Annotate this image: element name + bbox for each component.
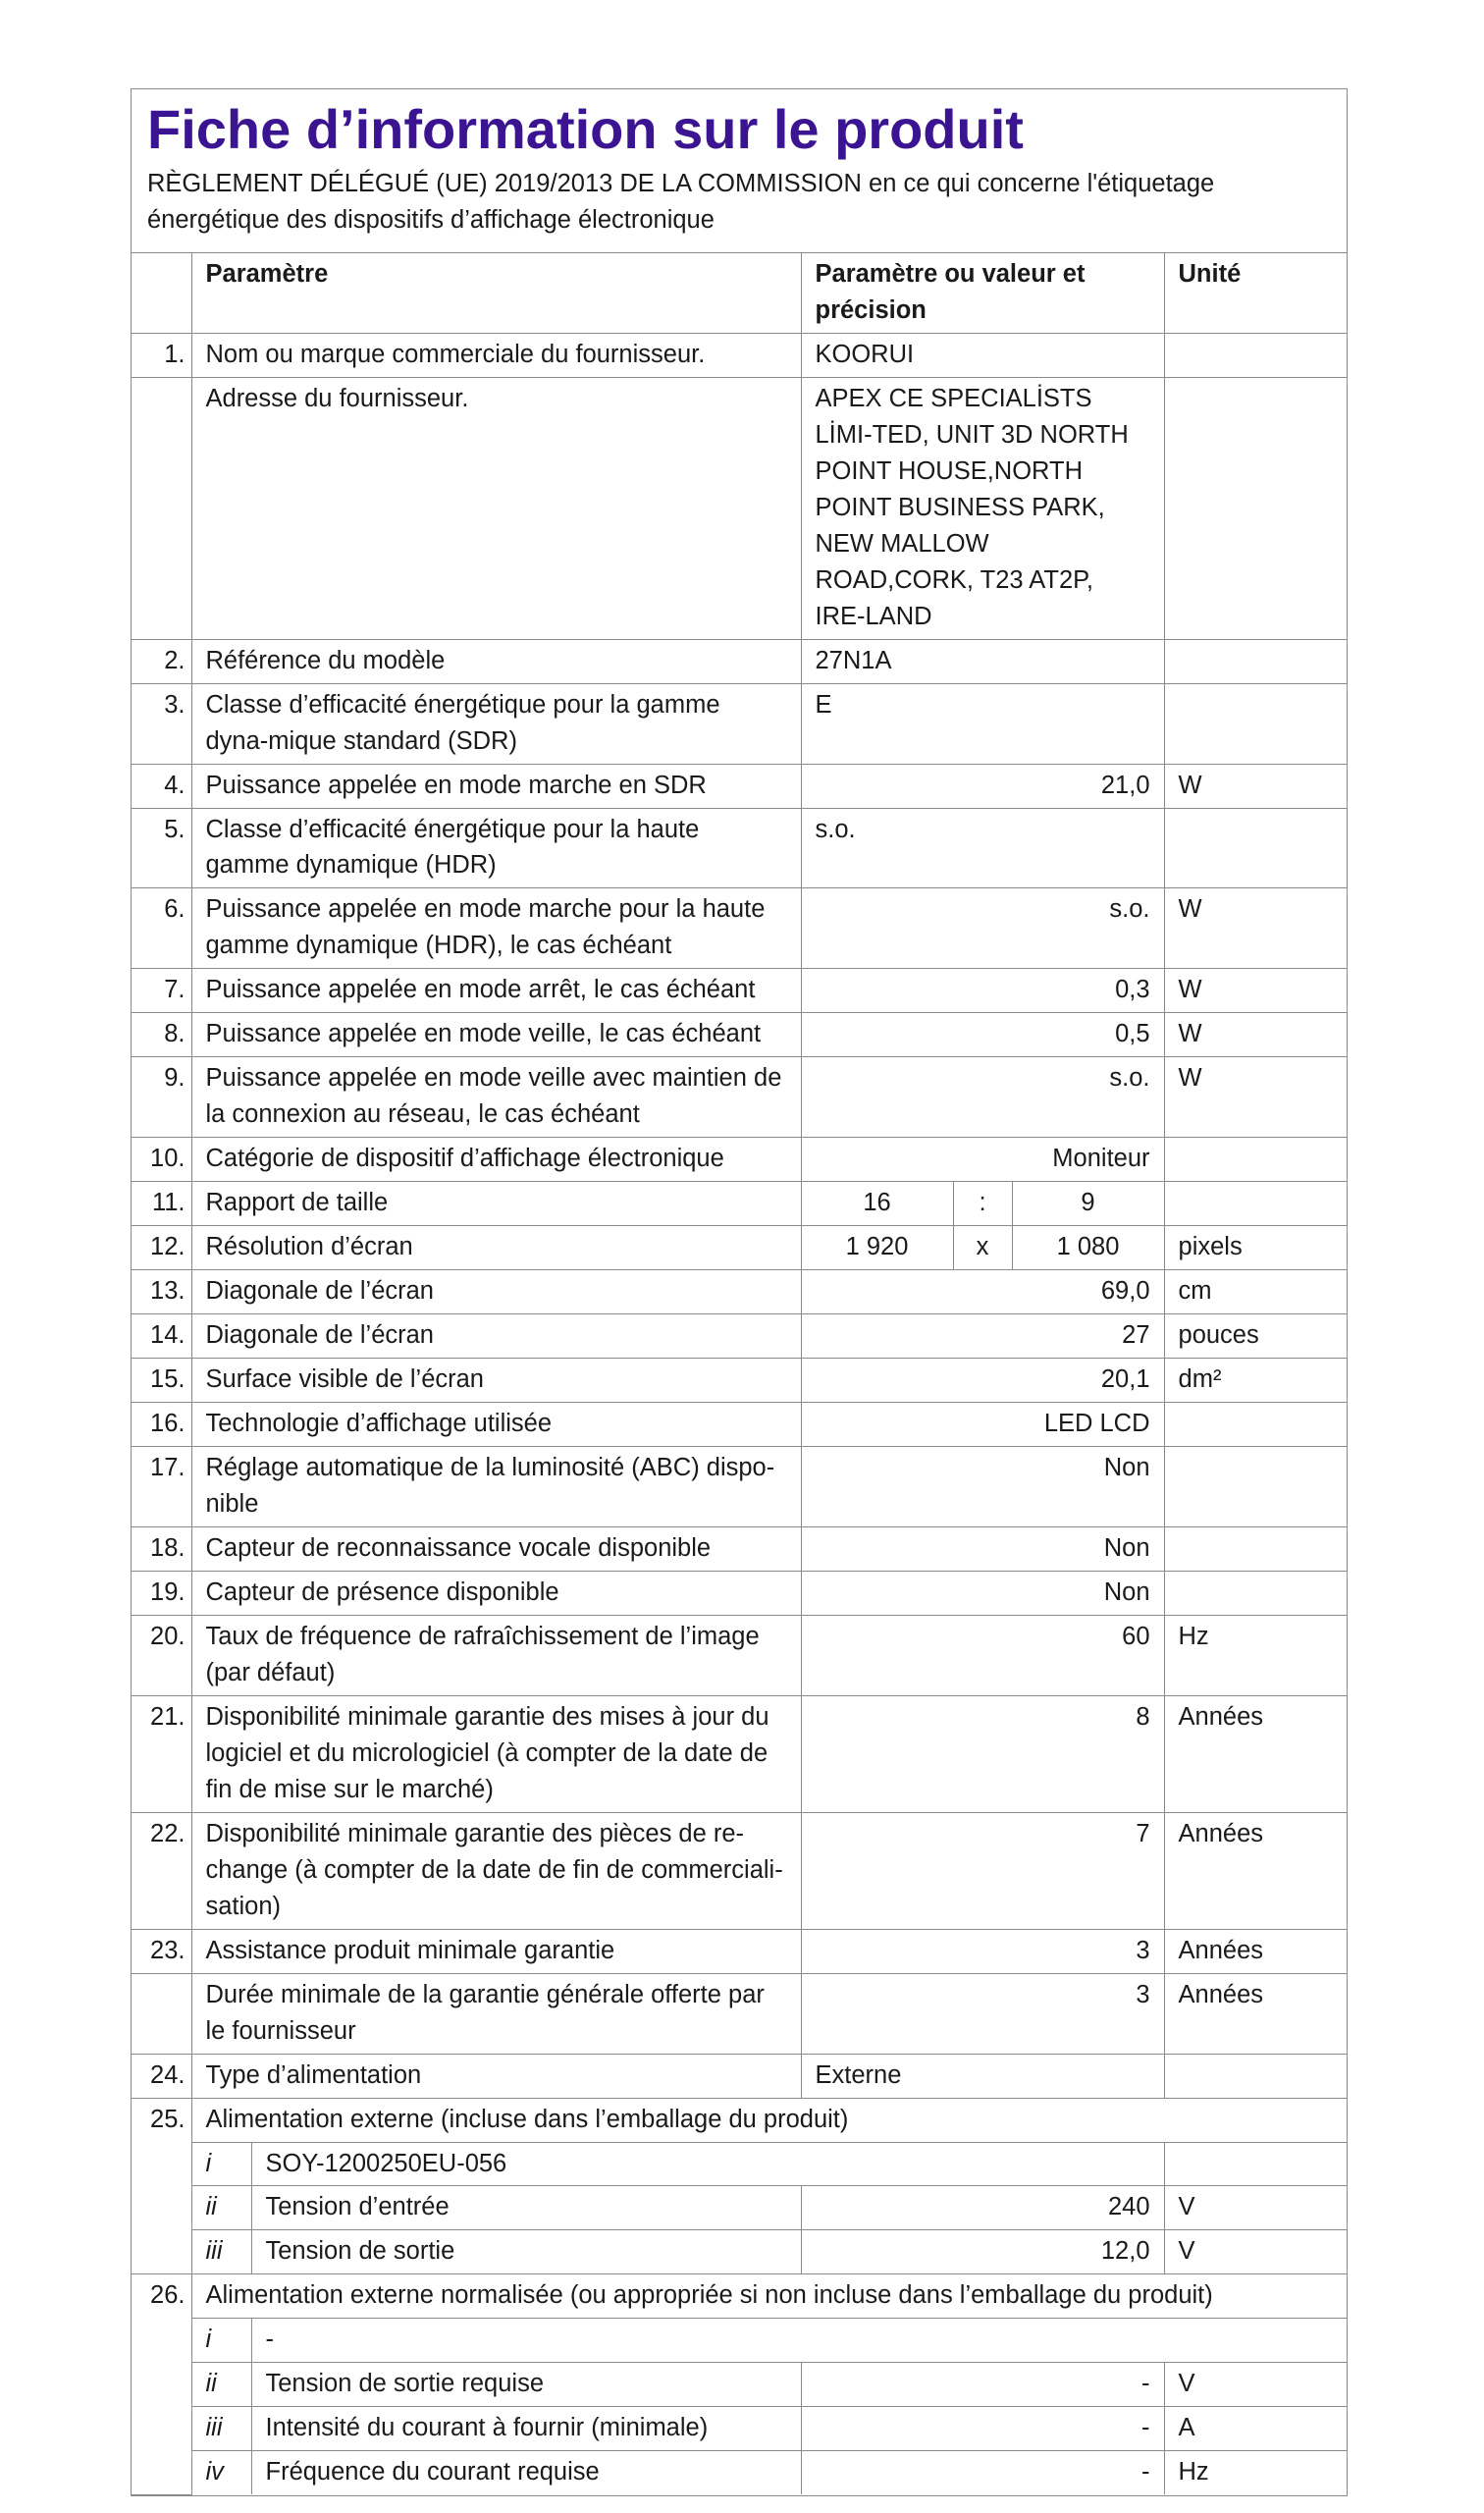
row-unit: Années [1164,1929,1348,1973]
sub-index: i [191,2319,251,2363]
header-unit: Unité [1164,253,1348,333]
row-label: Diagonale de l’écran [191,1314,801,1359]
row-label: Technologie d’affichage utilisée [191,1403,801,1447]
row-unit: Années [1164,1973,1348,2054]
row-number: 15. [132,1359,191,1403]
sub-label: Tension d’entrée [251,2186,801,2230]
row-label: Alimentation externe (incluse dans l’emballage du produit) [191,2098,1348,2142]
table-row [132,683,1348,764]
row-value: 0,3 [801,969,1164,1013]
row-value: 27N1A [801,639,1164,683]
sub-label: Fréquence du courant requise [251,2451,801,2494]
row-number: 16. [132,1403,191,1447]
row-number: 22. [132,1812,191,1929]
row-number: 8. [132,1013,191,1057]
row-label: Capteur de présence disponible [191,1571,801,1615]
sub-unit: Hz [1164,2451,1348,2494]
row-label: Puissance appelée en mode marche pour la haute gamme dynamique (HDR), le cas échéant [191,888,801,969]
row-label: Puissance appelée en mode veille, le cas échéant [191,1013,801,1057]
resolution-height: 1 080 [1012,1226,1164,1270]
row-number: 25. [132,2098,191,2274]
row-unit: Années [1164,1812,1348,1929]
row-label: Nom ou marque commerciale du fournisseur. [191,333,801,377]
header-param: Paramètre [191,253,801,333]
sub-label: Tension de sortie [251,2230,801,2274]
row-label: Disponibilité minimale garantie des pièces de re-change (à compter de la date de fin de commerciali-sation) [191,1812,801,1929]
row-number: 9. [132,1057,191,1138]
row-unit [1164,1138,1348,1182]
row-value: 60 [801,1615,1164,1695]
table-row [132,1571,1348,1615]
sub-row [132,2407,1348,2451]
row-label: Type d’alimentation [191,2054,801,2098]
row-label: Puissance appelée en mode marche en SDR [191,764,801,808]
row-number: 18. [132,1526,191,1571]
sub-value: 240 [801,2186,1164,2230]
table-row [132,1812,1348,1929]
sub-value: - [801,2363,1164,2407]
table-row [132,1615,1348,1695]
table-row [132,1270,1348,1314]
row-number: 3. [132,683,191,764]
row-value: 7 [801,1812,1164,1929]
sub-unit: A [1164,2407,1348,2451]
table-row [132,1182,1348,1226]
row-unit [1164,1526,1348,1571]
row-label: Diagonale de l’écran [191,1270,801,1314]
table-row [132,639,1348,683]
sub-label: Intensité du courant à fournir (minimale) [251,2407,801,2451]
row-value: 3 [801,1929,1164,1973]
row-value: 21,0 [801,764,1164,808]
row-value: Non [801,1526,1164,1571]
row-unit: W [1164,1057,1348,1138]
row-label: Puissance appelée en mode arrêt, le cas échéant [191,969,801,1013]
sub-index: iv [191,2451,251,2494]
sub-index: ii [191,2363,251,2407]
row-unit [1164,639,1348,683]
row-unit: Années [1164,1695,1348,1812]
row-value: s.o. [801,808,1164,888]
row-number: 21. [132,1695,191,1812]
row-unit: W [1164,888,1348,969]
row-label: Taux de fréquence de rafraîchissement de l’image (par défaut) [191,1615,801,1695]
row-unit [1164,808,1348,888]
row-unit [1164,377,1348,639]
resolution-separator: x [953,1226,1012,1270]
table-row [132,764,1348,808]
row-value: Moniteur [801,1138,1164,1182]
table-row [132,1138,1348,1182]
table-row [132,1226,1348,1270]
row-unit [1164,683,1348,764]
table-row [132,1403,1348,1447]
ratio-separator: : [953,1182,1012,1226]
row-number: 19. [132,1571,191,1615]
row-unit: cm [1164,1270,1348,1314]
sub-label: - [251,2319,1348,2363]
sub-row [132,2230,1348,2274]
row-number: 6. [132,888,191,969]
sub-unit: V [1164,2230,1348,2274]
row-unit: Hz [1164,1615,1348,1695]
sub-row [132,2363,1348,2407]
row-label: Assistance produit minimale garantie [191,1929,801,1973]
ratio-height: 9 [1012,1182,1164,1226]
row-value: 3 [801,1973,1164,2054]
table-row [132,377,1348,639]
sub-index: iii [191,2230,251,2274]
row-number: 23. [132,1929,191,1973]
row-value: Externe [801,2054,1164,2098]
row-number: 12. [132,1226,191,1270]
row-number: 1. [132,333,191,377]
sub-value: - [801,2407,1164,2451]
row-value: Non [801,1571,1164,1615]
table-row [132,2054,1348,2098]
parameter-table [132,253,1348,2495]
page-title: Fiche d’information sur le produit [147,98,1024,160]
row-number [132,1973,191,2054]
product-info-sheet [131,88,1348,2496]
row-unit: W [1164,1013,1348,1057]
row-label: Surface visible de l’écran [191,1359,801,1403]
row-unit [1164,1182,1348,1226]
resolution-width: 1 920 [801,1226,953,1270]
row-unit [1164,1447,1348,1527]
row-unit: pixels [1164,1226,1348,1270]
row-value: APEX CE SPECIALİSTS LİMI-TED, UNIT 3D NORTH POINT HOUSE,NORTH POINT BUSINESS PARK, NEW MALLOW ROAD,CORK, T23 AT2P, IRE-LAND [801,377,1164,639]
row-label: Durée minimale de la garantie générale offerte par le fournisseur [191,1973,801,2054]
table-row [132,1359,1348,1403]
row-value: LED LCD [801,1403,1164,1447]
row-label: Classe d’efficacité énergétique pour la haute gamme dynamique (HDR) [191,808,801,888]
row-unit [1164,1403,1348,1447]
sub-row [132,2451,1348,2494]
row-label: Alimentation externe normalisée (ou appropriée si non incluse dans l’emballage du produit) [191,2274,1348,2319]
row-number: 7. [132,969,191,1013]
row-label: Puissance appelée en mode veille avec maintien de la connexion au réseau, le cas échéant [191,1057,801,1138]
sub-row [132,2186,1348,2230]
regulation-subtitle: RÈGLEMENT DÉLÉGUÉ (UE) 2019/2013 DE LA COMMISSION en ce qui concerne l'étiquetage énergétique des dispositifs d’affichage électronique [147,170,1215,234]
row-value: 20,1 [801,1359,1164,1403]
row-value: 27 [801,1314,1164,1359]
table-row [132,2274,1348,2319]
row-number: 5. [132,808,191,888]
ratio-width: 16 [801,1182,953,1226]
table-row [132,1973,1348,2054]
row-number: 20. [132,1615,191,1695]
sub-unit: V [1164,2363,1348,2407]
row-number: 17. [132,1447,191,1527]
table-row [132,1057,1348,1138]
row-unit [1164,333,1348,377]
row-number: 24. [132,2054,191,2098]
row-unit: W [1164,764,1348,808]
row-number [132,377,191,639]
row-unit: dm² [1164,1359,1348,1403]
row-number: 4. [132,764,191,808]
header-value: Paramètre ou valeur et précision [801,253,1164,333]
table-row [132,1526,1348,1571]
row-label: Rapport de taille [191,1182,801,1226]
table-row [132,888,1348,969]
row-value: s.o. [801,888,1164,969]
row-value: E [801,683,1164,764]
row-number: 11. [132,1182,191,1226]
sub-index: ii [191,2186,251,2230]
table-row [132,1314,1348,1359]
row-number: 14. [132,1314,191,1359]
row-label: Disponibilité minimale garantie des mises à jour du logiciel et du micrologiciel (à compter de la date de fin de mise sur le marché) [191,1695,801,1812]
row-label: Adresse du fournisseur. [191,377,801,639]
sub-row [132,2142,1348,2186]
row-label: Classe d’efficacité énergétique pour la gamme dyna-mique standard (SDR) [191,683,801,764]
row-value: s.o. [801,1057,1164,1138]
table-row [132,333,1348,377]
sub-label: Tension de sortie requise [251,2363,801,2407]
row-number: 10. [132,1138,191,1182]
table-row [132,1695,1348,1812]
table-row [132,969,1348,1013]
row-label: Référence du modèle [191,639,801,683]
sub-index: i [191,2142,251,2186]
row-value: KOORUI [801,333,1164,377]
row-value: 0,5 [801,1013,1164,1057]
row-unit: pouces [1164,1314,1348,1359]
sub-value: 12,0 [801,2230,1164,2274]
table-row [132,1929,1348,1973]
table-row [132,2098,1348,2142]
sub-value: - [801,2451,1164,2494]
row-unit [1164,2054,1348,2098]
sheet-header [132,89,1347,253]
sub-unit: V [1164,2186,1348,2230]
sub-row [132,2319,1348,2363]
row-label: Capteur de reconnaissance vocale disponible [191,1526,801,1571]
sub-label: SOY-1200250EU-056 [251,2142,1164,2186]
table-row [132,808,1348,888]
sub-index: iii [191,2407,251,2451]
row-value: 8 [801,1695,1164,1812]
row-label: Résolution d’écran [191,1226,801,1270]
row-number: 2. [132,639,191,683]
row-value: 69,0 [801,1270,1164,1314]
row-label: Catégorie de dispositif d’affichage électronique [191,1138,801,1182]
table-row [132,1447,1348,1527]
table-header-row [132,253,1348,333]
row-value: Non [801,1447,1164,1527]
row-unit [1164,1571,1348,1615]
table-row [132,1013,1348,1057]
row-number: 26. [132,2274,191,2494]
row-label: Réglage automatique de la luminosité (ABC) dispo-nible [191,1447,801,1527]
row-number: 13. [132,1270,191,1314]
row-unit: W [1164,969,1348,1013]
